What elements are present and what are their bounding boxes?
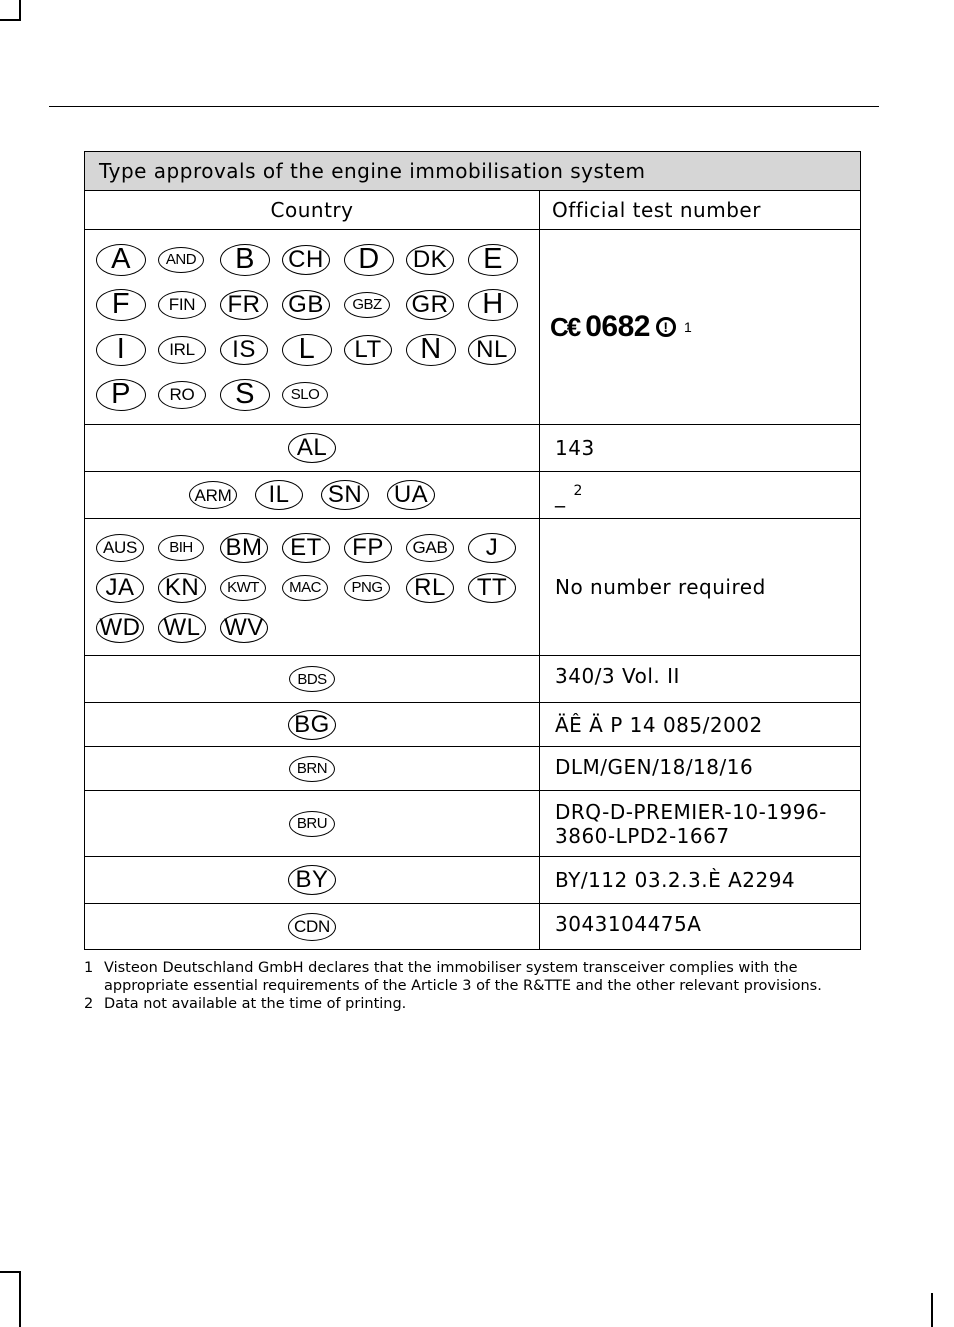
table-row <box>85 904 861 950</box>
country-code-badge: BG <box>288 710 336 740</box>
country-code-badge: H <box>468 289 518 321</box>
country-code-badge: KWT <box>220 575 266 601</box>
ce-mark: C€ <box>550 311 580 342</box>
country-code-badge: BY <box>288 865 336 895</box>
test-number-cell: ÄÊ Ä P 14 085/2002 <box>540 703 861 747</box>
country-code-badge: B <box>220 244 270 276</box>
table-row <box>85 857 861 904</box>
country-code-badge: GBZ <box>344 292 390 318</box>
country-code-badge: NL <box>468 335 516 365</box>
table-row <box>85 656 861 703</box>
country-code-badge: LT <box>344 335 392 365</box>
test-number-line: DRQ-D-PREMIER-10-1996- <box>555 799 827 824</box>
header-rule <box>49 106 879 107</box>
country-cell <box>85 904 540 950</box>
country-cell <box>85 857 540 904</box>
table-row <box>85 747 861 791</box>
not-available-mark: _ <box>555 483 566 508</box>
footnote <box>84 959 864 995</box>
table-row <box>85 791 861 857</box>
country-code-badge: J <box>468 533 516 563</box>
alert-icon: ! <box>656 317 676 337</box>
country-code-badge: WV <box>220 613 268 643</box>
country-code-badge: E <box>468 244 518 276</box>
test-number-cell: DLM/GEN/18/18/16 <box>540 747 861 791</box>
country-code-badge: UA <box>387 480 435 510</box>
type-approvals-table <box>84 151 861 950</box>
country-code-badge: RL <box>406 573 454 603</box>
country-code-badge: TT <box>468 573 516 603</box>
column-header-test-number: Official test number <box>540 191 861 230</box>
country-code-badge: P <box>96 379 146 411</box>
country-cell <box>85 425 540 472</box>
country-code-badge: BM <box>220 533 268 563</box>
country-code-badge: AND <box>158 247 204 273</box>
test-number-cell: 340/3 Vol. II <box>540 656 861 703</box>
table-row <box>85 472 861 519</box>
country-code-badge: IL <box>255 480 303 510</box>
country-code-badge: N <box>406 334 456 366</box>
country-cell <box>85 703 540 747</box>
country-code-badge: S <box>220 379 270 411</box>
country-code-badge: D <box>344 244 394 276</box>
country-code-badge: CDN <box>288 913 336 941</box>
test-number-cell: No number required <box>540 519 861 656</box>
country-code-badge: GB <box>282 290 330 320</box>
table-row <box>85 519 861 656</box>
notified-body-number: 0682 <box>585 310 650 343</box>
country-code-badge: AUS <box>96 534 144 562</box>
table-row <box>85 230 861 425</box>
country-code-badge: GAB <box>406 534 454 562</box>
crop-mark-top-left <box>0 19 21 21</box>
footnote-number: 2 <box>84 996 94 1012</box>
country-code-badge: BDS <box>289 666 335 692</box>
country-code-badge: F <box>96 289 146 321</box>
country-code-badge: CH <box>282 245 330 275</box>
test-number-cell <box>540 791 861 857</box>
country-code-badge: BRN <box>289 756 335 782</box>
footnote-text: appropriate essential requirements of the Article 3 of the R&TTE and the other relevant provisions. <box>104 978 822 994</box>
table-title: Type approvals of the engine immobilisation system <box>85 152 861 191</box>
column-header-country: Country <box>85 191 540 230</box>
country-code-badge: ET <box>282 533 330 563</box>
country-code-badge: BRU <box>289 811 335 837</box>
test-number-cell <box>540 472 861 519</box>
crop-mark-bottom-right <box>931 1293 933 1327</box>
country-code-badge: A <box>96 244 146 276</box>
country-code-badge: I <box>96 334 146 366</box>
country-cell <box>85 747 540 791</box>
country-code-badge: KN <box>158 573 206 603</box>
country-code-badge: WD <box>96 613 144 643</box>
country-cell <box>85 230 540 425</box>
country-cell <box>85 791 540 857</box>
footnote-ref: 1 <box>684 319 693 335</box>
test-number-line: 3860-LPD2-1667 <box>555 823 730 848</box>
country-cell <box>85 519 540 656</box>
country-code-badge: L <box>282 334 332 366</box>
country-cell <box>85 472 540 519</box>
country-code-badge: FR <box>220 290 268 320</box>
footnote-ref: 2 <box>573 482 583 499</box>
footnote <box>84 995 864 1013</box>
table-row <box>85 703 861 747</box>
country-code-badge: SLO <box>282 382 328 408</box>
country-code-badge: ARM <box>189 481 237 509</box>
test-number-cell <box>540 230 861 425</box>
footnotes <box>84 959 864 1013</box>
country-code-badge: IS <box>220 335 268 365</box>
test-number-cell: BY/112 03.2.3.È A2294 <box>540 857 861 904</box>
country-code-badge: GR <box>406 290 454 320</box>
table-row <box>85 425 861 472</box>
country-code-badge: FIN <box>158 291 206 319</box>
country-code-badge: MAC <box>282 575 328 601</box>
country-code-badge: FP <box>344 533 392 563</box>
country-code-badge: PNG <box>344 575 390 601</box>
country-cell <box>85 656 540 703</box>
country-code-badge: AL <box>288 433 336 463</box>
country-code-badge: RO <box>158 381 206 409</box>
footnote-number: 1 <box>84 960 94 976</box>
test-number-cell: 3043104475A <box>540 904 861 950</box>
country-code-badge: WL <box>158 613 206 643</box>
country-code-badge: BIH <box>158 535 204 561</box>
crop-mark-top-left <box>19 0 21 20</box>
country-code-badge: JA <box>96 573 144 603</box>
country-code-badge: DK <box>406 245 454 275</box>
footnote-text: Visteon Deutschland GmbH declares that the immobiliser system transceiver complies with the <box>104 960 798 976</box>
country-code-badge: IRL <box>158 336 206 364</box>
crop-mark-bottom-left <box>0 1271 21 1273</box>
country-code-badge: SN <box>321 480 369 510</box>
crop-mark-bottom-left <box>19 1271 21 1327</box>
footnote-text: Data not available at the time of printing. <box>104 996 407 1012</box>
test-number-cell: 143 <box>540 425 861 472</box>
